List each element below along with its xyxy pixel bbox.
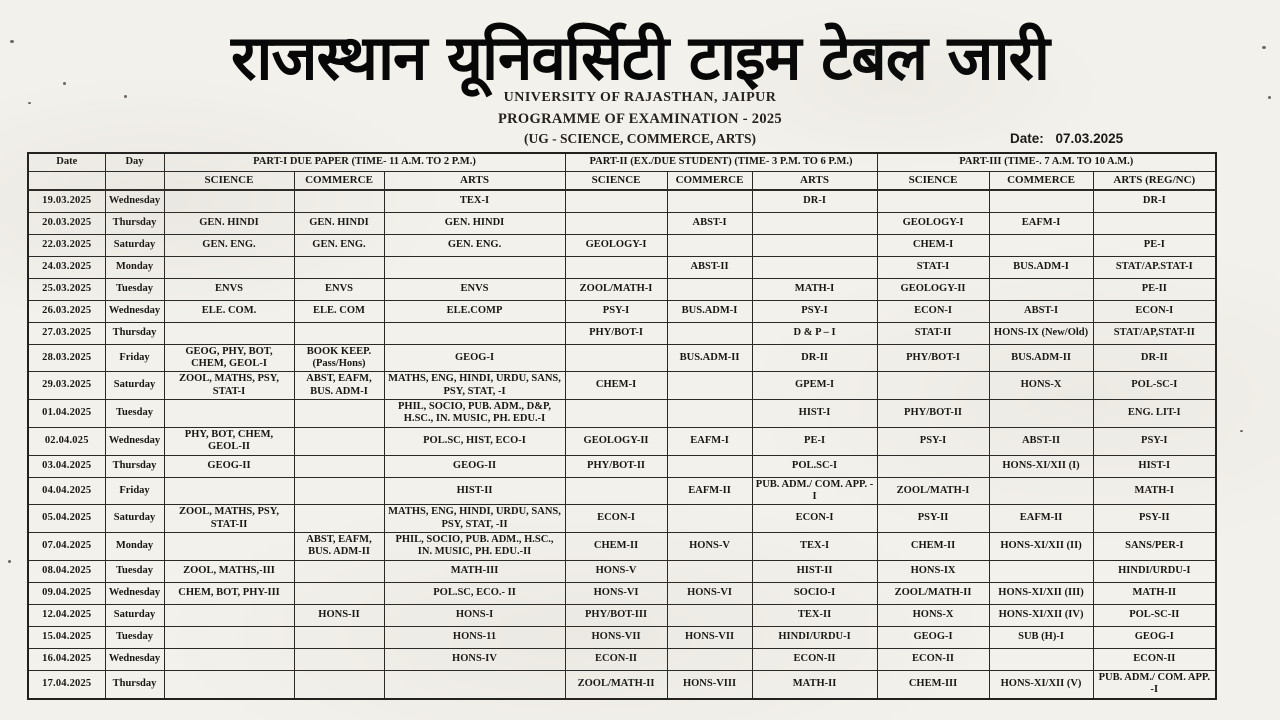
subject-cell	[294, 648, 384, 670]
subject-cell	[667, 190, 752, 212]
subject-cell: PE-II	[1093, 278, 1216, 300]
subject-cell: PUB. ADM./ COM. APP. -I	[1093, 670, 1216, 698]
subject-cell	[989, 400, 1093, 428]
subject-cell: HONS-X	[877, 604, 989, 626]
subject-cell: ZOOL/MATH-I	[877, 477, 989, 505]
day-cell: Tuesday	[105, 400, 164, 428]
issue-date-value: 07.03.2025	[1055, 131, 1124, 146]
subject-cell: ECON-II	[752, 648, 877, 670]
subject-cell: ZOOL, MATHS, PSY, STAT-I	[164, 372, 294, 400]
subject-cell: HIST-I	[752, 400, 877, 428]
date-cell: 15.04.2025	[28, 626, 105, 648]
subject-cell: MATH-III	[384, 560, 565, 582]
subject-cell: CHEM-II	[565, 533, 667, 561]
subject-cell	[877, 372, 989, 400]
scan-speck	[10, 40, 14, 43]
news-headline: राजस्थान यूनिवर्सिटी टाइम टेबल जारी	[231, 21, 1049, 94]
subject-cell: PHIL, SOCIO, PUB. ADM., D&P, H.SC., IN. MUSIC, PH. EDU.-I	[384, 400, 565, 428]
subject-cell: POL-SC-II	[1093, 604, 1216, 626]
day-cell: Friday	[105, 477, 164, 505]
subject-cell: ZOOL/MATH-I	[565, 278, 667, 300]
subject-cell	[989, 234, 1093, 256]
scan-speck	[8, 560, 11, 563]
day-cell: Saturday	[105, 372, 164, 400]
subject-cell	[667, 455, 752, 477]
subject-cell	[164, 670, 294, 698]
subject-cell: HONS-VII	[667, 626, 752, 648]
subject-cell	[164, 604, 294, 626]
subject-cell: ABST, EAFM, BUS. ADM-II	[294, 533, 384, 561]
date-cell: 03.04.2025	[28, 455, 105, 477]
col-header-stream: COMMERCE	[294, 172, 384, 191]
subject-cell	[667, 234, 752, 256]
header-row-parts	[28, 153, 1216, 172]
table-row	[28, 256, 1216, 278]
subject-cell: ZOOL/MATH-II	[565, 670, 667, 698]
subject-cell: PHY/BOT-II	[877, 400, 989, 428]
day-cell: Monday	[105, 256, 164, 278]
subject-cell	[164, 400, 294, 428]
table-row	[28, 670, 1216, 698]
subject-cell: PE-I	[1093, 234, 1216, 256]
date-cell: 24.03.2025	[28, 256, 105, 278]
subject-cell: ELE.COMP	[384, 300, 565, 322]
date-cell: 08.04.2025	[28, 560, 105, 582]
subject-cell	[989, 190, 1093, 212]
col-header-blank	[105, 172, 164, 191]
col-header-part1: PART-I DUE PAPER (TIME- 11 A.M. TO 2 P.M.)	[164, 153, 565, 172]
col-header-day: Day	[105, 153, 164, 172]
subject-cell: GEOG-I	[1093, 626, 1216, 648]
subject-cell	[565, 256, 667, 278]
subject-cell: PSY-I	[565, 300, 667, 322]
subject-cell: GEOG-II	[384, 455, 565, 477]
subject-cell	[294, 626, 384, 648]
subject-cell: MATH-II	[1093, 582, 1216, 604]
subject-cell: MATH-II	[752, 670, 877, 698]
table-row	[28, 648, 1216, 670]
subject-cell: SOCIO-I	[752, 582, 877, 604]
subject-cell: GEN. HINDI	[294, 212, 384, 234]
subject-cell: EAFM-I	[667, 427, 752, 455]
subject-cell: GEOLOGY-I	[565, 234, 667, 256]
issue-date	[1010, 131, 1240, 146]
programme-title: PROGRAMME OF EXAMINATION - 2025	[498, 111, 782, 127]
subject-cell	[294, 477, 384, 505]
day-cell: Thursday	[105, 455, 164, 477]
subject-cell	[989, 560, 1093, 582]
day-cell: Tuesday	[105, 560, 164, 582]
table-row	[28, 455, 1216, 477]
subject-cell: ENVS	[384, 278, 565, 300]
subject-cell: PSY-II	[877, 505, 989, 533]
subject-cell: HONS-XI/XII (III)	[989, 582, 1093, 604]
subject-cell	[384, 670, 565, 698]
subject-cell: ECON-II	[1093, 648, 1216, 670]
subject-cell: HONS-VII	[565, 626, 667, 648]
subject-cell	[565, 400, 667, 428]
subject-cell: MATH-I	[752, 278, 877, 300]
subject-cell: ECON-II	[565, 648, 667, 670]
subject-cell: CHEM-I	[877, 234, 989, 256]
subject-cell: HONS-VI	[565, 582, 667, 604]
subject-cell	[294, 256, 384, 278]
subject-cell: BOOK KEEP. (Pass/Hons)	[294, 344, 384, 372]
subject-cell: HONS-IX	[877, 560, 989, 582]
subject-cell: PSY-I	[752, 300, 877, 322]
table-row	[28, 400, 1216, 428]
subject-cell	[667, 505, 752, 533]
subject-cell: HINDI/URDU-I	[1093, 560, 1216, 582]
subject-cell: STAT/AP,STAT-II	[1093, 322, 1216, 344]
table-row	[28, 560, 1216, 582]
subject-cell: EAFM-II	[667, 477, 752, 505]
subject-cell: HIST-II	[752, 560, 877, 582]
subject-cell: GEOLOGY-II	[565, 427, 667, 455]
subject-cell: GEOG-I	[877, 626, 989, 648]
subject-cell: STAT-II	[877, 322, 989, 344]
table-row	[28, 344, 1216, 372]
subject-cell: CHEM-I	[565, 372, 667, 400]
subject-cell: BUS.ADM-I	[667, 300, 752, 322]
subject-cell	[752, 234, 877, 256]
subject-cell: MATHS, ENG, HINDI, URDU, SANS, PSY, STAT, -I	[384, 372, 565, 400]
subject-cell	[989, 477, 1093, 505]
subject-cell: HONS-II	[294, 604, 384, 626]
subject-cell: ECON-I	[877, 300, 989, 322]
date-cell: 09.04.2025	[28, 582, 105, 604]
subject-cell: ZOOL/MATH-II	[877, 582, 989, 604]
date-cell: 22.03.2025	[28, 234, 105, 256]
subject-cell: CHEM, BOT, PHY-III	[164, 582, 294, 604]
date-cell: 17.04.2025	[28, 670, 105, 698]
subject-cell: GEN. ENG.	[384, 234, 565, 256]
date-cell: 01.04.2025	[28, 400, 105, 428]
subject-cell: ENVS	[294, 278, 384, 300]
subject-cell: SANS/PER-I	[1093, 533, 1216, 561]
subject-cell: ZOOL, MATHS, PSY, STAT-II	[164, 505, 294, 533]
subject-cell	[667, 560, 752, 582]
day-cell: Thursday	[105, 212, 164, 234]
date-cell: 04.04.2025	[28, 477, 105, 505]
scan-speck	[124, 95, 127, 98]
subject-cell	[164, 477, 294, 505]
subject-cell: DR-I	[1093, 190, 1216, 212]
header-row-streams	[28, 172, 1216, 191]
subject-cell: GEOLOGY-I	[877, 212, 989, 234]
issue-date-label: Date:	[1010, 131, 1044, 146]
subject-cell: GEOLOGY-II	[877, 278, 989, 300]
day-cell: Thursday	[105, 670, 164, 698]
date-cell: 16.04.2025	[28, 648, 105, 670]
day-cell: Wednesday	[105, 582, 164, 604]
subject-cell	[877, 190, 989, 212]
subject-cell	[667, 372, 752, 400]
col-header-stream: COMMERCE	[667, 172, 752, 191]
date-cell: 27.03.2025	[28, 322, 105, 344]
exam-timetable	[27, 152, 1217, 700]
day-cell: Friday	[105, 344, 164, 372]
subject-cell: GPEM-I	[752, 372, 877, 400]
subject-cell: SUB (H)-I	[989, 626, 1093, 648]
subject-cell	[1093, 212, 1216, 234]
subject-cell: HONS-I	[384, 604, 565, 626]
subject-cell: PHY/BOT-I	[565, 322, 667, 344]
subject-cell: DR-II	[1093, 344, 1216, 372]
table-row	[28, 278, 1216, 300]
col-header-blank	[28, 172, 105, 191]
col-header-stream: ARTS (REG/NC)	[1093, 172, 1216, 191]
day-cell: Monday	[105, 533, 164, 561]
subject-cell	[667, 322, 752, 344]
table-row	[28, 372, 1216, 400]
table-row	[28, 190, 1216, 212]
subject-cell: PE-I	[752, 427, 877, 455]
subject-cell	[667, 604, 752, 626]
day-cell: Wednesday	[105, 648, 164, 670]
programme-subtitle: (UG - SCIENCE, COMMERCE, ARTS)	[523, 131, 757, 146]
subject-cell	[294, 582, 384, 604]
col-header-stream: COMMERCE	[989, 172, 1093, 191]
subject-cell: HONS-XI/XII (I)	[989, 455, 1093, 477]
table-row	[28, 533, 1216, 561]
subject-cell	[164, 256, 294, 278]
table-row	[28, 300, 1216, 322]
subject-cell	[294, 505, 384, 533]
subject-cell: HONS-IX (New/Old)	[989, 322, 1093, 344]
table-row	[28, 234, 1216, 256]
date-cell: 20.03.2025	[28, 212, 105, 234]
subject-cell: ZOOL, MATHS,-III	[164, 560, 294, 582]
table-row	[28, 322, 1216, 344]
subject-cell	[294, 400, 384, 428]
subject-cell: GEOG-I	[384, 344, 565, 372]
subject-cell: D & P – I	[752, 322, 877, 344]
day-cell: Tuesday	[105, 278, 164, 300]
day-cell: Saturday	[105, 234, 164, 256]
subject-cell: BUS.ADM-I	[989, 256, 1093, 278]
subject-cell: HONS-VI	[667, 582, 752, 604]
subject-cell: ELE. COM	[294, 300, 384, 322]
subject-cell: POL.SC, HIST, ECO-I	[384, 427, 565, 455]
subject-cell	[752, 256, 877, 278]
table-row	[28, 582, 1216, 604]
subject-cell: STAT-I	[877, 256, 989, 278]
subject-cell: ABST-II	[667, 256, 752, 278]
subject-cell: ECON-I	[752, 505, 877, 533]
subject-cell: TEX-I	[752, 533, 877, 561]
subject-cell: TEX-II	[752, 604, 877, 626]
subject-cell: GEN. HINDI	[164, 212, 294, 234]
subject-cell: EAFM-II	[989, 505, 1093, 533]
subject-cell	[989, 648, 1093, 670]
subject-cell	[294, 560, 384, 582]
subject-cell: HONS-XI/XII (IV)	[989, 604, 1093, 626]
scan-speck	[1262, 46, 1266, 49]
timetable-body	[28, 190, 1216, 699]
subject-cell	[294, 322, 384, 344]
col-header-part2: PART-II (EX./DUE STUDENT) (TIME- 3 P.M. TO 6 P.M.)	[565, 153, 877, 172]
subject-cell	[565, 190, 667, 212]
day-cell: Saturday	[105, 604, 164, 626]
subject-cell: POL.SC, ECO.- II	[384, 582, 565, 604]
university-name: UNIVERSITY OF RAJASTHAN, JAIPUR	[503, 90, 777, 105]
subject-cell: ABST, EAFM, BUS. ADM-I	[294, 372, 384, 400]
subject-cell: PHY/BOT-I	[877, 344, 989, 372]
subject-cell: PHY/BOT-III	[565, 604, 667, 626]
subject-cell	[752, 212, 877, 234]
subject-cell: HONS-X	[989, 372, 1093, 400]
subject-cell: GEN. ENG.	[294, 234, 384, 256]
date-cell: 26.03.2025	[28, 300, 105, 322]
subject-cell	[384, 322, 565, 344]
subject-cell: PSY-II	[1093, 505, 1216, 533]
subject-cell: ECON-I	[565, 505, 667, 533]
table-row	[28, 212, 1216, 234]
col-header-part3: PART-III (TIME-. 7 A.M. TO 10 A.M.)	[877, 153, 1216, 172]
subject-cell: CHEM-III	[877, 670, 989, 698]
subject-cell: ENVS	[164, 278, 294, 300]
scan-speck	[63, 82, 66, 85]
subject-cell	[667, 278, 752, 300]
subject-cell: MATHS, ENG, HINDI, URDU, SANS, PSY, STAT, -II	[384, 505, 565, 533]
subject-cell: HONS-11	[384, 626, 565, 648]
subject-cell	[877, 455, 989, 477]
subject-cell: DR-I	[752, 190, 877, 212]
subject-cell: GEOG, PHY, BOT, CHEM, GEOL-I	[164, 344, 294, 372]
col-header-stream: SCIENCE	[565, 172, 667, 191]
subject-cell	[294, 670, 384, 698]
subject-cell	[667, 648, 752, 670]
date-cell: 29.03.2025	[28, 372, 105, 400]
subject-cell: PSY-I	[1093, 427, 1216, 455]
table-row	[28, 477, 1216, 505]
subject-cell: GEOG-II	[164, 455, 294, 477]
col-header-stream: ARTS	[752, 172, 877, 191]
subject-cell: HONS-V	[667, 533, 752, 561]
subject-cell: HONS-VIII	[667, 670, 752, 698]
day-cell: Tuesday	[105, 626, 164, 648]
day-cell: Saturday	[105, 505, 164, 533]
subject-cell	[384, 256, 565, 278]
col-header-stream: SCIENCE	[877, 172, 989, 191]
subject-cell: HIST-I	[1093, 455, 1216, 477]
subject-cell	[164, 626, 294, 648]
subject-cell: PSY-I	[877, 427, 989, 455]
subject-cell	[164, 190, 294, 212]
subject-cell: ABST-II	[989, 427, 1093, 455]
subject-cell	[294, 190, 384, 212]
subject-cell	[565, 212, 667, 234]
subject-cell	[164, 648, 294, 670]
subject-cell	[294, 455, 384, 477]
subject-cell: PHY/BOT-II	[565, 455, 667, 477]
subject-cell: ABST-I	[989, 300, 1093, 322]
day-cell: Wednesday	[105, 190, 164, 212]
table-row	[28, 626, 1216, 648]
subject-cell: MATH-I	[1093, 477, 1216, 505]
date-cell: 05.04.2025	[28, 505, 105, 533]
subject-cell: CHEM-II	[877, 533, 989, 561]
subject-cell: PHY, BOT, CHEM, GEOL-II	[164, 427, 294, 455]
subject-cell	[565, 477, 667, 505]
subject-cell	[294, 427, 384, 455]
subject-cell	[164, 533, 294, 561]
date-cell: 25.03.2025	[28, 278, 105, 300]
subject-cell: ELE. COM.	[164, 300, 294, 322]
date-cell: 28.03.2025	[28, 344, 105, 372]
subject-cell: ECON-I	[1093, 300, 1216, 322]
subject-cell: GEN. ENG.	[164, 234, 294, 256]
table-row	[28, 604, 1216, 626]
day-cell: Wednesday	[105, 427, 164, 455]
subject-cell: HONS-XI/XII (II)	[989, 533, 1093, 561]
subject-cell: POL.SC-I	[752, 455, 877, 477]
table-row	[28, 505, 1216, 533]
subject-cell: HONS-IV	[384, 648, 565, 670]
subject-cell: PUB. ADM./ COM. APP. -I	[752, 477, 877, 505]
subject-cell: HINDI/URDU-I	[752, 626, 877, 648]
subject-cell: TEX-I	[384, 190, 565, 212]
subject-cell	[565, 344, 667, 372]
date-cell: 07.04.2025	[28, 533, 105, 561]
subject-cell	[989, 278, 1093, 300]
col-header-stream: ARTS	[384, 172, 565, 191]
scan-speck	[28, 102, 31, 104]
subject-cell: DR-II	[752, 344, 877, 372]
subject-cell: BUS.ADM-II	[667, 344, 752, 372]
subject-cell: BUS.ADM-II	[989, 344, 1093, 372]
scan-speck	[1240, 430, 1243, 432]
scan-speck	[1268, 96, 1271, 99]
subject-cell: PHIL, SOCIO, PUB. ADM., H.SC., IN. MUSIC, PH. EDU.-II	[384, 533, 565, 561]
subject-cell	[667, 400, 752, 428]
subject-cell: ENG. LIT-I	[1093, 400, 1216, 428]
col-header-date: Date	[28, 153, 105, 172]
subject-cell: HONS-V	[565, 560, 667, 582]
date-cell: 12.04.2025	[28, 604, 105, 626]
subject-cell: STAT/AP.STAT-I	[1093, 256, 1216, 278]
date-cell: 19.03.2025	[28, 190, 105, 212]
subject-cell: EAFM-I	[989, 212, 1093, 234]
subject-cell	[164, 322, 294, 344]
date-cell: 02.04.025	[28, 427, 105, 455]
day-cell: Thursday	[105, 322, 164, 344]
subject-cell: ABST-I	[667, 212, 752, 234]
subject-cell: HONS-XI/XII (V)	[989, 670, 1093, 698]
subject-cell: GEN. HINDI	[384, 212, 565, 234]
subject-cell: POL-SC-I	[1093, 372, 1216, 400]
subject-cell: HIST-II	[384, 477, 565, 505]
day-cell: Wednesday	[105, 300, 164, 322]
table-row	[28, 427, 1216, 455]
col-header-stream: SCIENCE	[164, 172, 294, 191]
subject-cell: ECON-II	[877, 648, 989, 670]
